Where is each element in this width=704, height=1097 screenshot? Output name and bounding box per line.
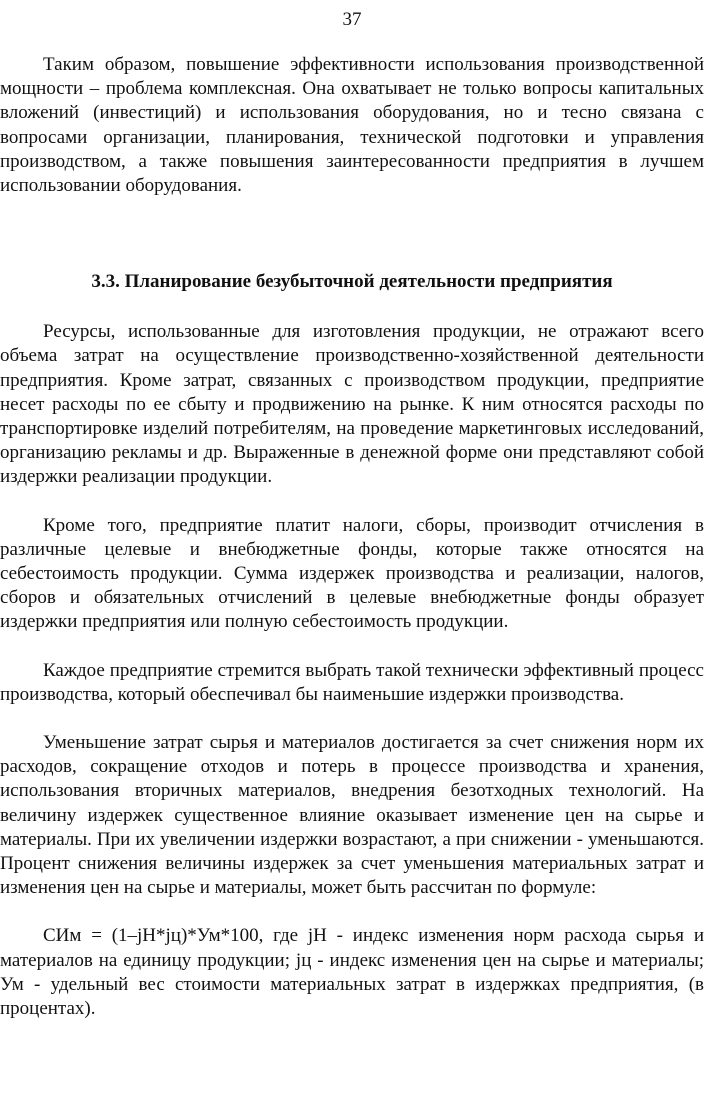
paragraph-efficiency: Каждое предприятие стремится выбрать такой технически эффективный процесс производства, который обеспечивал бы наименьшие издержки производства. [0,659,704,705]
section-heading: 3.3. Планирование безубыточной деятельности предприятия [91,271,613,293]
paragraph-taxes: Кроме того, предприятие платит налоги, сборы, производит отчисления в различные целевые и внебюджетные фонды, которые также относятся на себестоимость продукции. Сумма издержек производства и реализации, налогов, сборов и обязательных отчислений в целевые внебюджетные фонды образует издержки предприятия или полную себестоимость продукции. [0,514,704,633]
paragraph-materials: Уменьшение затрат сырья и материалов достигается за счет снижения норм их расходов, сокращение отходов и потерь в процессе производства и хранения, использования вторичных материалов, внедрения безотходных технологий. На величину издержек существенное влияние оказывает изменение цен на сырье и материалы. При их увеличении издержки возрастают, а при снижении - уменьшаются. Процент снижения величины издержек за счет уменьшения материальных затрат и изменения цен на сырье и материалы, может быть рассчитан по формуле: [0,732,704,899]
spacer [0,707,704,731]
paragraph-intro: Таким образом, повышение эффективности использования производственной мощности – проблема комплексная. Она охватывает не только вопросы капитальных вложений (инвестиций) и использования оборудования, но и тесно связана с вопросами организации, планирования, технической подготовки и управления производством, а также повышения заинтересованности предприятия в лучшем использовании оборудования. [0,54,704,197]
spacer [0,198,704,270]
page-number: 37 [342,9,362,30]
page-content [0,53,704,1021]
spacer [0,900,704,924]
spacer [0,635,704,659]
paragraph-formula: СИм = (1–jН*jц)*Ум*100, где jН - индекс изменения норм расхода сырья и материалов на единицу продукции; jц - индекс изменения цен на сырье и материалы; Ум - удельный вес стоимости материальных затрат в издержках предприятия, (в процентах). [0,925,704,1020]
spacer [0,294,704,320]
spacer [0,490,704,514]
paragraph-resources: Ресурсы, использованные для изготовления продукции, не отражают всего объема затрат на осуществление производственно-хозяйственной деятельности предприятия. Кроме затрат, связанных с производством продукции, предприятие несет расходы по ее сбыту и продвижению на рынке. К ним относятся расходы по транспортировке изделий потребителям, на проведение маркетинговых исследований, организацию рекламы и др. Выраженные в денежной форме они представляют собой издержки реализации продукции. [0,321,704,488]
